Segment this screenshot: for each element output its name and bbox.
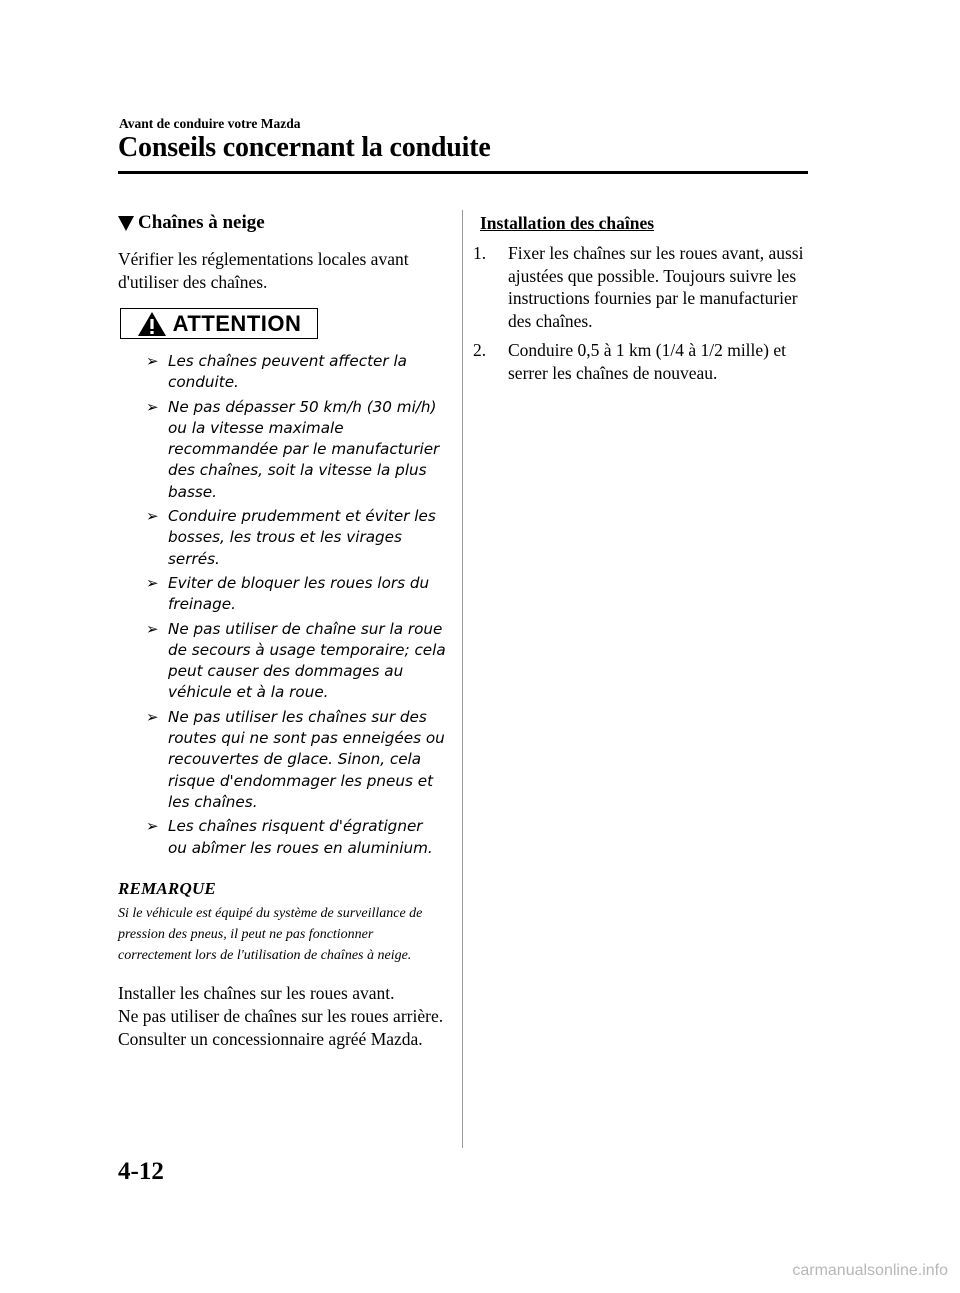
step-item bbox=[473, 339, 810, 384]
arrowhead-bullet-icon: ➢ bbox=[146, 507, 159, 526]
down-triangle-icon bbox=[118, 216, 134, 231]
note-title: REMARQUE bbox=[118, 878, 216, 898]
warning-text: Conduire prudemment et éviter les bosses, les trous et les virages serrés. bbox=[168, 507, 436, 568]
arrowhead-bullet-icon: ➢ bbox=[146, 619, 159, 638]
outro-block bbox=[118, 982, 446, 1051]
warning-list bbox=[118, 351, 446, 859]
installation-steps bbox=[473, 242, 810, 384]
arrowhead-bullet-icon: ➢ bbox=[146, 817, 159, 836]
left-column bbox=[118, 210, 446, 1051]
outro-line: Ne pas utiliser de chaînes sur les roues arrière. bbox=[118, 1005, 444, 1026]
attention-label: ATTENTION bbox=[172, 310, 302, 336]
right-column bbox=[473, 210, 810, 391]
section-label: Avant de conduire votre Mazda bbox=[119, 116, 301, 131]
arrowhead-bullet-icon: ➢ bbox=[146, 573, 159, 592]
warning-item bbox=[118, 619, 446, 704]
warning-text: Eviter de bloquer les roues lors du freinage. bbox=[168, 573, 430, 614]
arrowhead-bullet-icon: ➢ bbox=[146, 397, 159, 416]
warning-text: Ne pas dépasser 50 km/h (30 mi/h) ou la vitesse maximale recommandée par le manufacturier des chaînes, soit la vitesse la plus basse. bbox=[168, 397, 440, 501]
attention-banner bbox=[120, 308, 318, 339]
snow-chains-heading bbox=[118, 210, 446, 236]
step-number: 2. bbox=[473, 340, 487, 360]
arrowhead-bullet-icon: ➢ bbox=[146, 352, 159, 370]
arrowhead-bullet-icon: ➢ bbox=[146, 707, 159, 726]
note-text: Si le véhicule est équipé du système de surveillance de pression des pneus, il peut ne pas fonctionner correctement lors de l'utilisation de chaînes à neige. bbox=[118, 905, 423, 963]
page-title: Conseils concernant la conduite bbox=[118, 132, 491, 163]
column-divider bbox=[462, 210, 463, 1148]
warning-item bbox=[118, 573, 446, 616]
intro-text: Vérifier les réglementations locales avant d'utiliser des chaînes. bbox=[118, 249, 409, 292]
outro-line: Installer les chaînes sur les roues avant. bbox=[118, 982, 395, 1003]
step-text: Fixer les chaînes sur les roues avant, aussi ajustées que possible. Toujours suivre les instructions fournies par le manufacturier des chaînes. bbox=[508, 243, 804, 331]
step-number: 1. bbox=[473, 243, 487, 263]
warning-item bbox=[118, 397, 446, 503]
step-item bbox=[473, 242, 810, 332]
warning-item bbox=[118, 707, 446, 813]
title-rule bbox=[118, 171, 808, 174]
outro-line: Consulter un concessionnaire agréé Mazda. bbox=[118, 1028, 423, 1049]
warning-triangle-icon bbox=[137, 311, 167, 337]
snow-chains-heading-text: Chaînes à neige bbox=[138, 212, 265, 233]
warning-item bbox=[118, 816, 446, 859]
watermark: carmanualsonline.info bbox=[792, 1262, 948, 1279]
installation-heading: Installation des chaînes bbox=[480, 213, 655, 233]
warning-text: Les chaînes risquent d'égratigner ou abîmer les roues en aluminium. bbox=[168, 817, 433, 857]
warning-text: Ne pas utiliser de chaîne sur la roue de secours à usage temporaire; cela peut causer des dommages au véhicule et à la roue. bbox=[168, 619, 446, 702]
warning-item bbox=[118, 506, 446, 570]
step-text: Conduire 0,5 à 1 km (1/4 à 1/2 mille) et serrer les chaînes de nouveau. bbox=[508, 340, 787, 383]
page-number: 4-12 bbox=[118, 1158, 164, 1185]
warning-text: Ne pas utiliser les chaînes sur des routes qui ne sont pas enneigées ou recouvertes de glace. Sinon, cela risque d'endommager les pneus et les chaînes. bbox=[168, 707, 445, 811]
warning-item bbox=[118, 351, 446, 394]
warning-text: Les chaînes peuvent affecter la conduite. bbox=[168, 352, 407, 392]
